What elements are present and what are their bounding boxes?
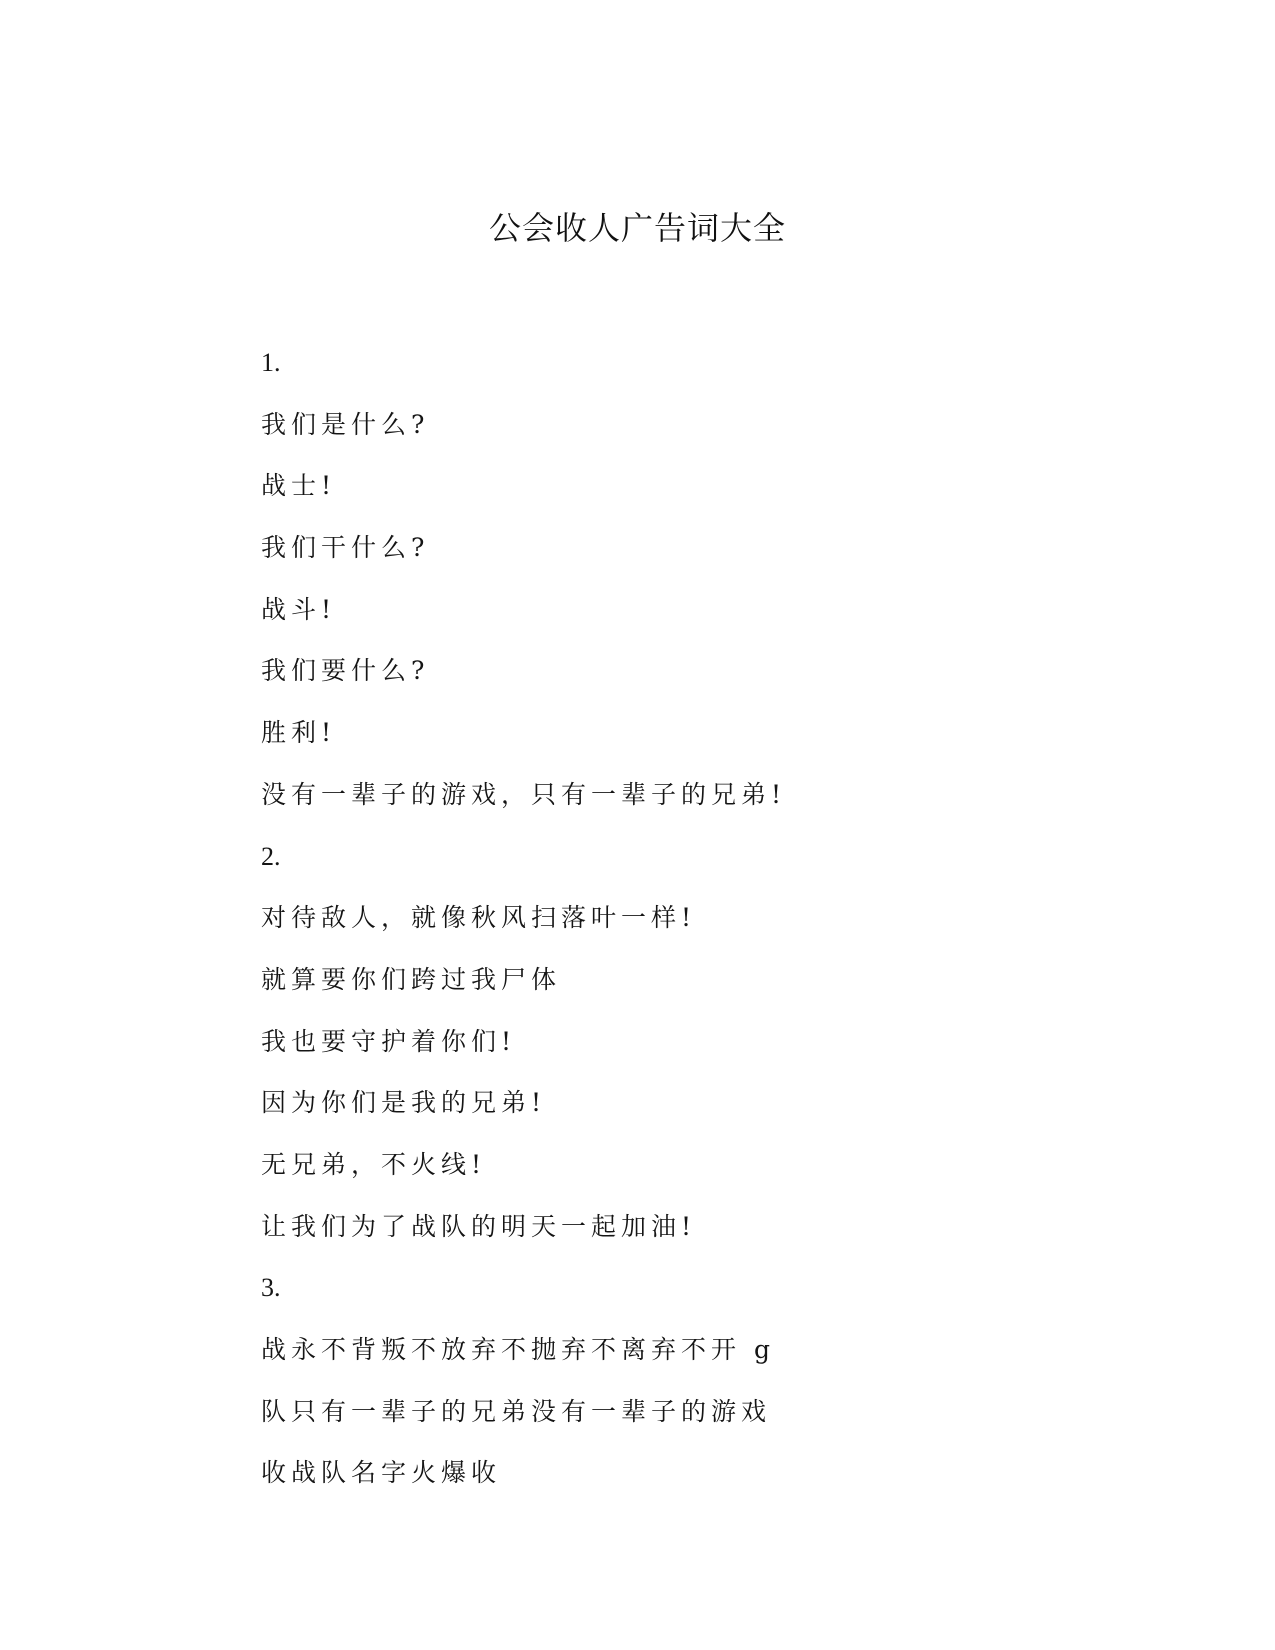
text-line: 战永不背叛不放弃不抛弃不离弃不开 g — [261, 1335, 775, 1364]
text-line: 我们要什么? — [261, 656, 430, 686]
section-number: 2. — [261, 841, 281, 871]
text-line: 战斗! — [261, 594, 337, 624]
text-line: 我们是什么? — [261, 409, 430, 439]
section-number: 1. — [261, 348, 281, 377]
document-body — [261, 332, 1021, 1504]
text-line: 收战队名字火爆收 — [261, 1458, 502, 1488]
text-line: 战士! — [261, 471, 337, 501]
document-title: 公会收人广告词大全 — [488, 209, 786, 247]
text-line: 我们干什么? — [261, 533, 430, 563]
section-number: 3. — [261, 1273, 281, 1303]
text-line: 队只有一辈子的兄弟没有一辈子的游戏 — [261, 1396, 772, 1426]
text-line: 没有一辈子的游戏，只有一辈子的兄弟! — [261, 779, 787, 809]
text-line: 对待敌人，就像秋风扫落叶一样! — [261, 903, 697, 933]
text-line: 因为你们是我的兄弟! — [261, 1088, 547, 1118]
text-line: 就算要你们跨过我尸体 — [261, 964, 562, 994]
text-line: 胜利! — [261, 718, 337, 748]
text-line: 我也要守护着你们! — [261, 1026, 517, 1056]
text-line: 无兄弟，不火线! — [261, 1149, 487, 1179]
text-line: 让我们为了战队的明天一起加油! — [261, 1211, 697, 1241]
